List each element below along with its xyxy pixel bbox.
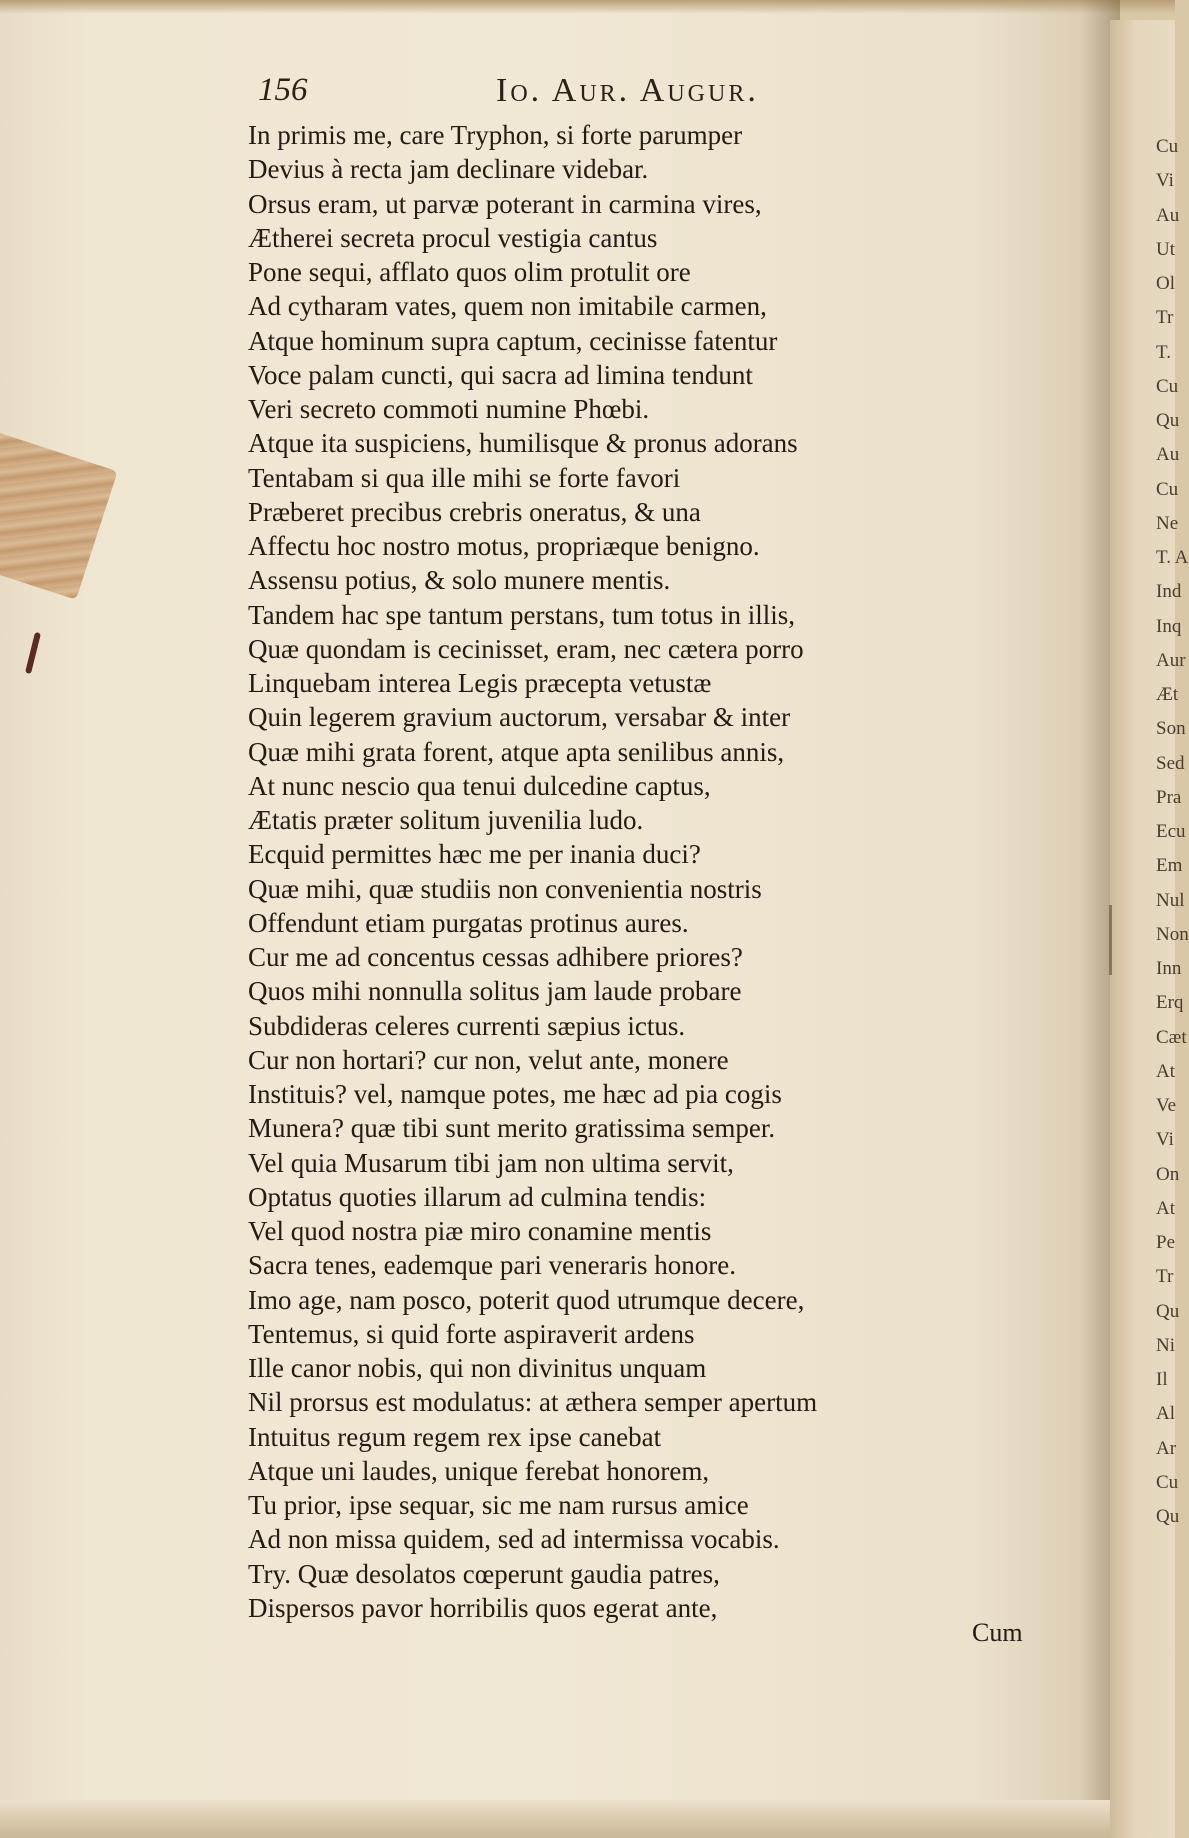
verse-line: Vel quod nostra piæ miro conamine mentis	[248, 1216, 712, 1246]
verse-line: Ille canor nobis, qui non divinitus unquam	[248, 1353, 707, 1383]
adjacent-page-fragment: Vi	[1156, 1129, 1174, 1151]
verse-line: Devius à recta jam declinare videbar.	[248, 154, 649, 185]
adjacent-page-fragment: Tr	[1156, 1266, 1174, 1288]
verse-line: Atque hominum supra captum, cecinisse fatentur	[248, 325, 778, 356]
adjacent-page-fragment: At	[1156, 1197, 1175, 1219]
verse-line: Ætatis præter solitum juvenilia ludo.	[248, 805, 644, 835]
verse-line: Orsus eram, ut parvæ poterant in carmina vires,	[248, 188, 762, 219]
verse-line: Tentemus, si quid forte aspiraverit ardens	[248, 1318, 695, 1349]
adjacent-page-fragment: On	[1156, 1163, 1180, 1185]
page-bottom-edge	[0, 1800, 1110, 1838]
adjacent-page-fragment: Ut	[1156, 238, 1175, 260]
verse-line: Tentabam si qua ille mihi se forte favori	[248, 462, 681, 493]
verse-line: Quæ mihi, quæ studiis non convenientia nostris	[248, 873, 762, 904]
verse-line: Ad cytharam vates, quem non imitabile carmen,	[248, 291, 767, 322]
adjacent-page-fragment: Cu	[1156, 478, 1179, 500]
verse-list	[248, 118, 817, 1625]
verse-line: Quæ quondam is cecinisset, eram, nec cætera porro	[248, 633, 804, 664]
adjacent-page-fragment: Cu	[1156, 1471, 1179, 1493]
page-top-edge	[0, 0, 1175, 14]
verse-line: Veri secreto commoti numine Phœbi.	[248, 394, 650, 424]
verse-line: Instituis? vel, namque potes, me hæc ad pia cogis	[248, 1079, 782, 1109]
verse-line: Cur me ad concentus cessas adhibere priores?	[248, 942, 743, 972]
verse-line: Quæ mihi grata forent, atque apta senilibus annis,	[248, 736, 785, 767]
adjacent-page-fragment: T.	[1156, 341, 1171, 363]
verse-line: Optatus quoties illarum ad culmina tendis:	[248, 1181, 707, 1212]
adjacent-page-fragment: Son	[1156, 718, 1186, 740]
verse-line: Sacra tenes, eademque pari veneraris honore.	[248, 1250, 737, 1281]
running-head: Io. Aur. Augur.	[496, 72, 759, 109]
adjacent-page-fragment: Ecu	[1156, 821, 1186, 842]
verse-line: Imo age, nam posco, poterit quod utrumque decere,	[248, 1284, 805, 1315]
verse-line: Pone sequi, afflato quos olim protulit ore	[248, 257, 691, 287]
adjacent-page-fragment: Ind	[1156, 581, 1182, 603]
verse-line: Quos mihi nonnulla solitus jam laude probare	[248, 976, 742, 1007]
adjacent-page-fragment: Qu	[1156, 1506, 1180, 1527]
adjacent-page-fragment: Ne	[1156, 512, 1179, 534]
adjacent-page-fragment: Ve	[1156, 1095, 1177, 1116]
adjacent-page-fragment: Cu	[1156, 136, 1179, 157]
adjacent-page-fragment: Ni	[1156, 1334, 1175, 1356]
adjacent-page-fragment: Inn	[1156, 958, 1182, 979]
verse-line: Offendunt etiam purgatas protinus aures.	[248, 907, 689, 938]
verse-line: Ecquid permittes hæc me per inania duci?	[248, 839, 701, 870]
adjacent-page-fragment: Qu	[1156, 1300, 1180, 1322]
adjacent-page-fragment: Ar	[1156, 1437, 1177, 1459]
adjacent-page-fragment: Erq	[1156, 992, 1184, 1014]
verse-line: Præberet precibus crebris oneratus, & una	[248, 496, 701, 527]
verse-line: Assensu potius, & solo munere mentis.	[248, 565, 671, 596]
verse-line: Intuitus regum regem rex ipse canebat	[248, 1421, 662, 1452]
verse-line: Linquebam interea Legis præcepta vetustæ	[248, 668, 712, 698]
adjacent-page-fragment: Em	[1156, 855, 1183, 877]
verse-line: Vel quia Musarum tibi jam non ultima servit,	[248, 1147, 734, 1178]
verse-line: Affectu hoc nostro motus, propriæque benigno.	[248, 531, 760, 561]
adjacent-page-fragment: T. A	[1156, 547, 1189, 568]
adjacent-page-fragment: Non	[1156, 923, 1189, 945]
verse-line: Atque uni laudes, unique ferebat honorem,	[248, 1455, 710, 1486]
adjacent-page-edge	[1110, 20, 1189, 1838]
verse-line: Atque ita suspiciens, humilisque & pronus adorans	[248, 428, 798, 459]
verse-line: Try. Quæ desolatos cœperunt gaudia patres,	[248, 1558, 720, 1589]
adjacent-page-fragment: Sed	[1156, 752, 1185, 774]
ink-mark	[25, 632, 41, 674]
adjacent-page-fragment: Inq	[1156, 615, 1182, 637]
verse-line: Ad non missa quidem, sed ad intermissa vocabis.	[248, 1524, 780, 1555]
verse-line: Nil prorsus est modulatus: at æthera semper apertum	[248, 1387, 818, 1418]
adjacent-page-text	[1110, 130, 1189, 1534]
verse-line: Voce palam cuncti, qui sacra ad limina tendunt	[248, 359, 753, 390]
adjacent-page-fragment: Tr	[1156, 307, 1174, 329]
adjacent-page-fragment: Nul	[1156, 889, 1185, 911]
adjacent-page-fragment: Au	[1156, 204, 1180, 226]
verse-line: Quin legerem gravium auctorum, versabar & inter	[248, 702, 791, 733]
adjacent-page-fragment: Pra	[1156, 786, 1182, 808]
page-number: 156	[258, 72, 308, 108]
verse-line: Dispersos pavor horribilis quos egerat ante,	[248, 1592, 718, 1623]
margin-tick	[1109, 905, 1112, 975]
adjacent-page-fragment: Cæt	[1156, 1026, 1187, 1048]
adjacent-page-fragment: Æt	[1156, 684, 1179, 705]
adjacent-page-fragment: Cu	[1156, 375, 1179, 397]
adjacent-page-fragment: Al	[1156, 1403, 1175, 1425]
adjacent-page-fragment: Il	[1156, 1369, 1168, 1390]
adjacent-page-fragment: Vi	[1156, 170, 1174, 192]
verse-line: At nunc nescio qua tenui dulcedine captus,	[248, 770, 711, 801]
adjacent-page-fragment: Aur	[1156, 649, 1186, 671]
verse-line: Tu prior, ipse sequar, sic me nam rursus amice	[248, 1490, 749, 1520]
verse-line: Ætherei secreta procul vestigia cantus	[248, 222, 658, 253]
verse-line: Munera? quæ tibi sunt merito gratissima semper.	[248, 1113, 776, 1144]
paper-tab-stub	[0, 431, 118, 600]
verse-line: Cur non hortari? cur non, velut ante, monere	[248, 1044, 729, 1075]
catchword: Cum	[972, 1618, 1023, 1647]
adjacent-page-fragment: At	[1156, 1060, 1175, 1082]
adjacent-page-fragment: Pe	[1156, 1232, 1175, 1253]
adjacent-page-fragment: Ol	[1156, 273, 1175, 294]
verse-line: In primis me, care Tryphon, si forte parumper	[248, 120, 743, 150]
adjacent-page-fragment: Qu	[1156, 410, 1180, 431]
verse-line: Tandem hac spe tantum perstans, tum totus in illis,	[248, 599, 796, 630]
adjacent-page-fragment: Au	[1156, 444, 1180, 466]
verse-line: Subdideras celeres currenti sæpius ictus.	[248, 1010, 686, 1041]
page-header	[258, 72, 858, 122]
